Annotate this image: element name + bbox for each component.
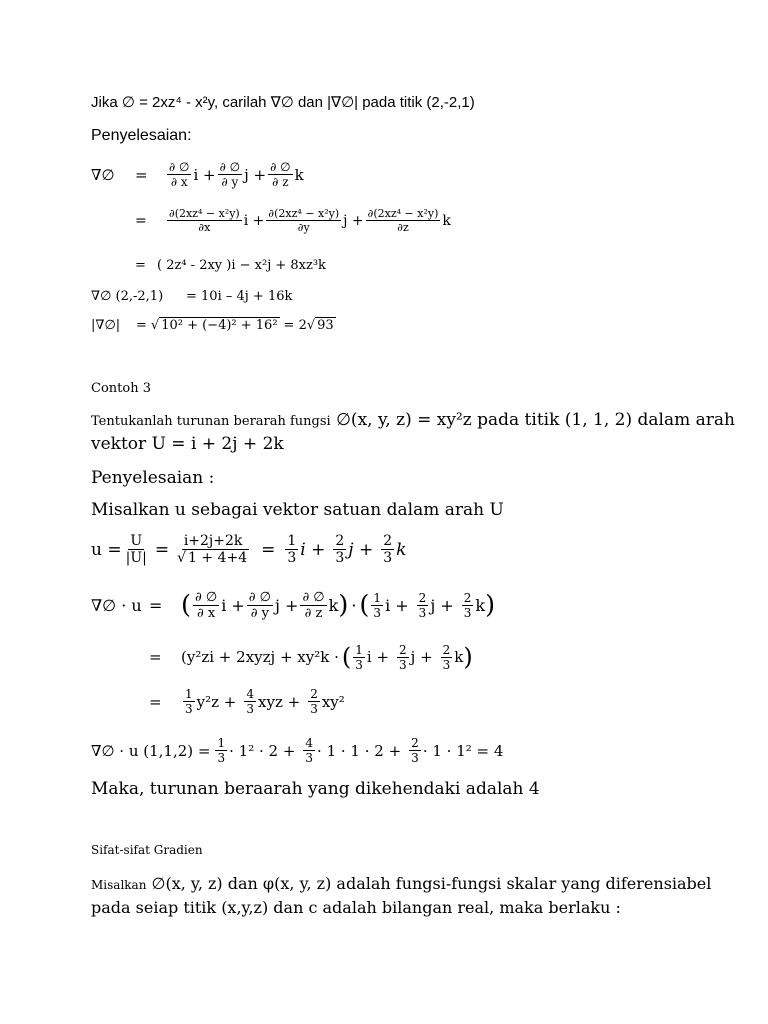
solution-label-2: Penyelesaian : [91, 468, 215, 488]
partial-fraction-expanded-z: $\frac{\text{∂(2xz⁴ − x²y)}}{\partial z}$ [367, 207, 439, 234]
dot-product-line-2: = (y²zi + 2xyzj + xy²k · ( $\frac{1}{3}$ i + $\frac{2}{3}$ j + $\frac{2}{3}$ k ) [149, 642, 473, 672]
gradient-magnitude-line: |∇∅| = √ 10² + (−4)² + 16² = 2 √ 93 [91, 318, 334, 333]
partial-expansion-line: = $\frac{\text{∂(2xz⁴ − x²y)}}{\partial x}$ i + $\frac{\text{∂(2xz⁴ − x²y)}}{\partial y}$ j + $\frac{\text{∂(2xz⁴ − x²y)}}{\partial z}$ k [135, 207, 451, 234]
unit-vector-intro: Misalkan u sebagai vektor satuan dalam arah U [91, 500, 504, 520]
example-prompt-line2: vektor U = i + 2j + 2k [91, 434, 284, 454]
gradient-result-line: = ( 2z⁴ - 2xy )i − x²j + 8xz³k [135, 258, 326, 273]
conclusion-text: Maka, turunan beraarah yang dikehendaki adalah 4 [91, 779, 540, 799]
section-heading: Sifat-sifat Gradien [91, 843, 203, 857]
partial-fraction-expanded-y: $\frac{\text{∂(2xz⁴ − x²y)}}{\partial y}$ [268, 207, 340, 234]
dot-product-line-1: ∇∅ · u = ( $\frac{\partial \emptyset}{\partial x}$ i + $\frac{\partial \emptyset}{\partial y}$ j + $\frac{\partial \emptyset}{\partial z}$ k ) · ( $\frac{1}{3}$ i + $\frac{2}{3}$ j + $\frac{2}{3}$ k ) [91, 589, 496, 621]
example-heading: Contoh 3 [91, 381, 151, 396]
properties-intro-line2: pada seiap titik (x,y,z) dan c adalah bilangan real, maka berlaku : [91, 898, 621, 917]
equals-sign: = [135, 165, 148, 184]
solution-label-1: Penyelesaian: [91, 127, 192, 144]
sqrt-expression: √ 10² + (−4)² + 16² [150, 318, 278, 333]
gradient-symbol: ∇∅ [91, 165, 115, 184]
partial-fraction-y: $\frac{\partial \emptyset}{\partial y}$ [219, 160, 241, 189]
example-prompt: Tentukanlah turunan berarah fungsi ∅(x, y, z) = xy²z pada titik (1, 1, 2) dalam arah [91, 410, 735, 430]
partial-fraction-x: $\frac{\partial \emptyset}{\partial x}$ [169, 160, 190, 189]
gradient-at-point-line: ∇∅ (2,-2,1) = 10i – 4j + 16k [91, 289, 293, 304]
gradient-definition-line: ∇∅ = $\frac{\partial \emptyset}{\partial x}$ i + $\frac{\partial \emptyset}{\partial y}$ j + $\frac{\partial \emptyset}{\partial z}$ k [91, 160, 304, 189]
dot-product-line-3: = $\frac{1}{3}$ y²z + $\frac{4}{3}$ xyz + $\frac{2}{3}$ xy² [149, 687, 345, 716]
problem-statement: Jika ∅ = 2xz⁴ - x²y, carilah ∇∅ dan |∇∅| pada titik (2,-2,1) [91, 94, 475, 111]
partial-fraction-z: $\frac{\partial \emptyset}{\partial z}$ [270, 160, 291, 189]
properties-intro: Misalkan ∅(x, y, z) dan φ(x, y, z) adalah fungsi-fungsi skalar yang diferensiabel [91, 874, 712, 893]
unit-vector-line: u = $\frac{U}{|U|}$ = $\frac{i+2j+2k}{√ 1 + 4+4}$ = $\frac{1}{3}$ i + $\frac{2}{3}$ j + $\frac{2}{3}$ k [91, 533, 407, 566]
partial-fraction-expanded-x: $\frac{\text{∂(2xz⁴ − x²y)}}{\partial x}$ [169, 207, 240, 234]
evaluation-line: ∇∅ · u (1,1,2) = $\frac{1}{3}$ · 1² · 2 + $\frac{4}{3}$ · 1 · 1 · 2 + $\frac{2}{3}$ · 1 · 1² = 4 [91, 736, 504, 765]
